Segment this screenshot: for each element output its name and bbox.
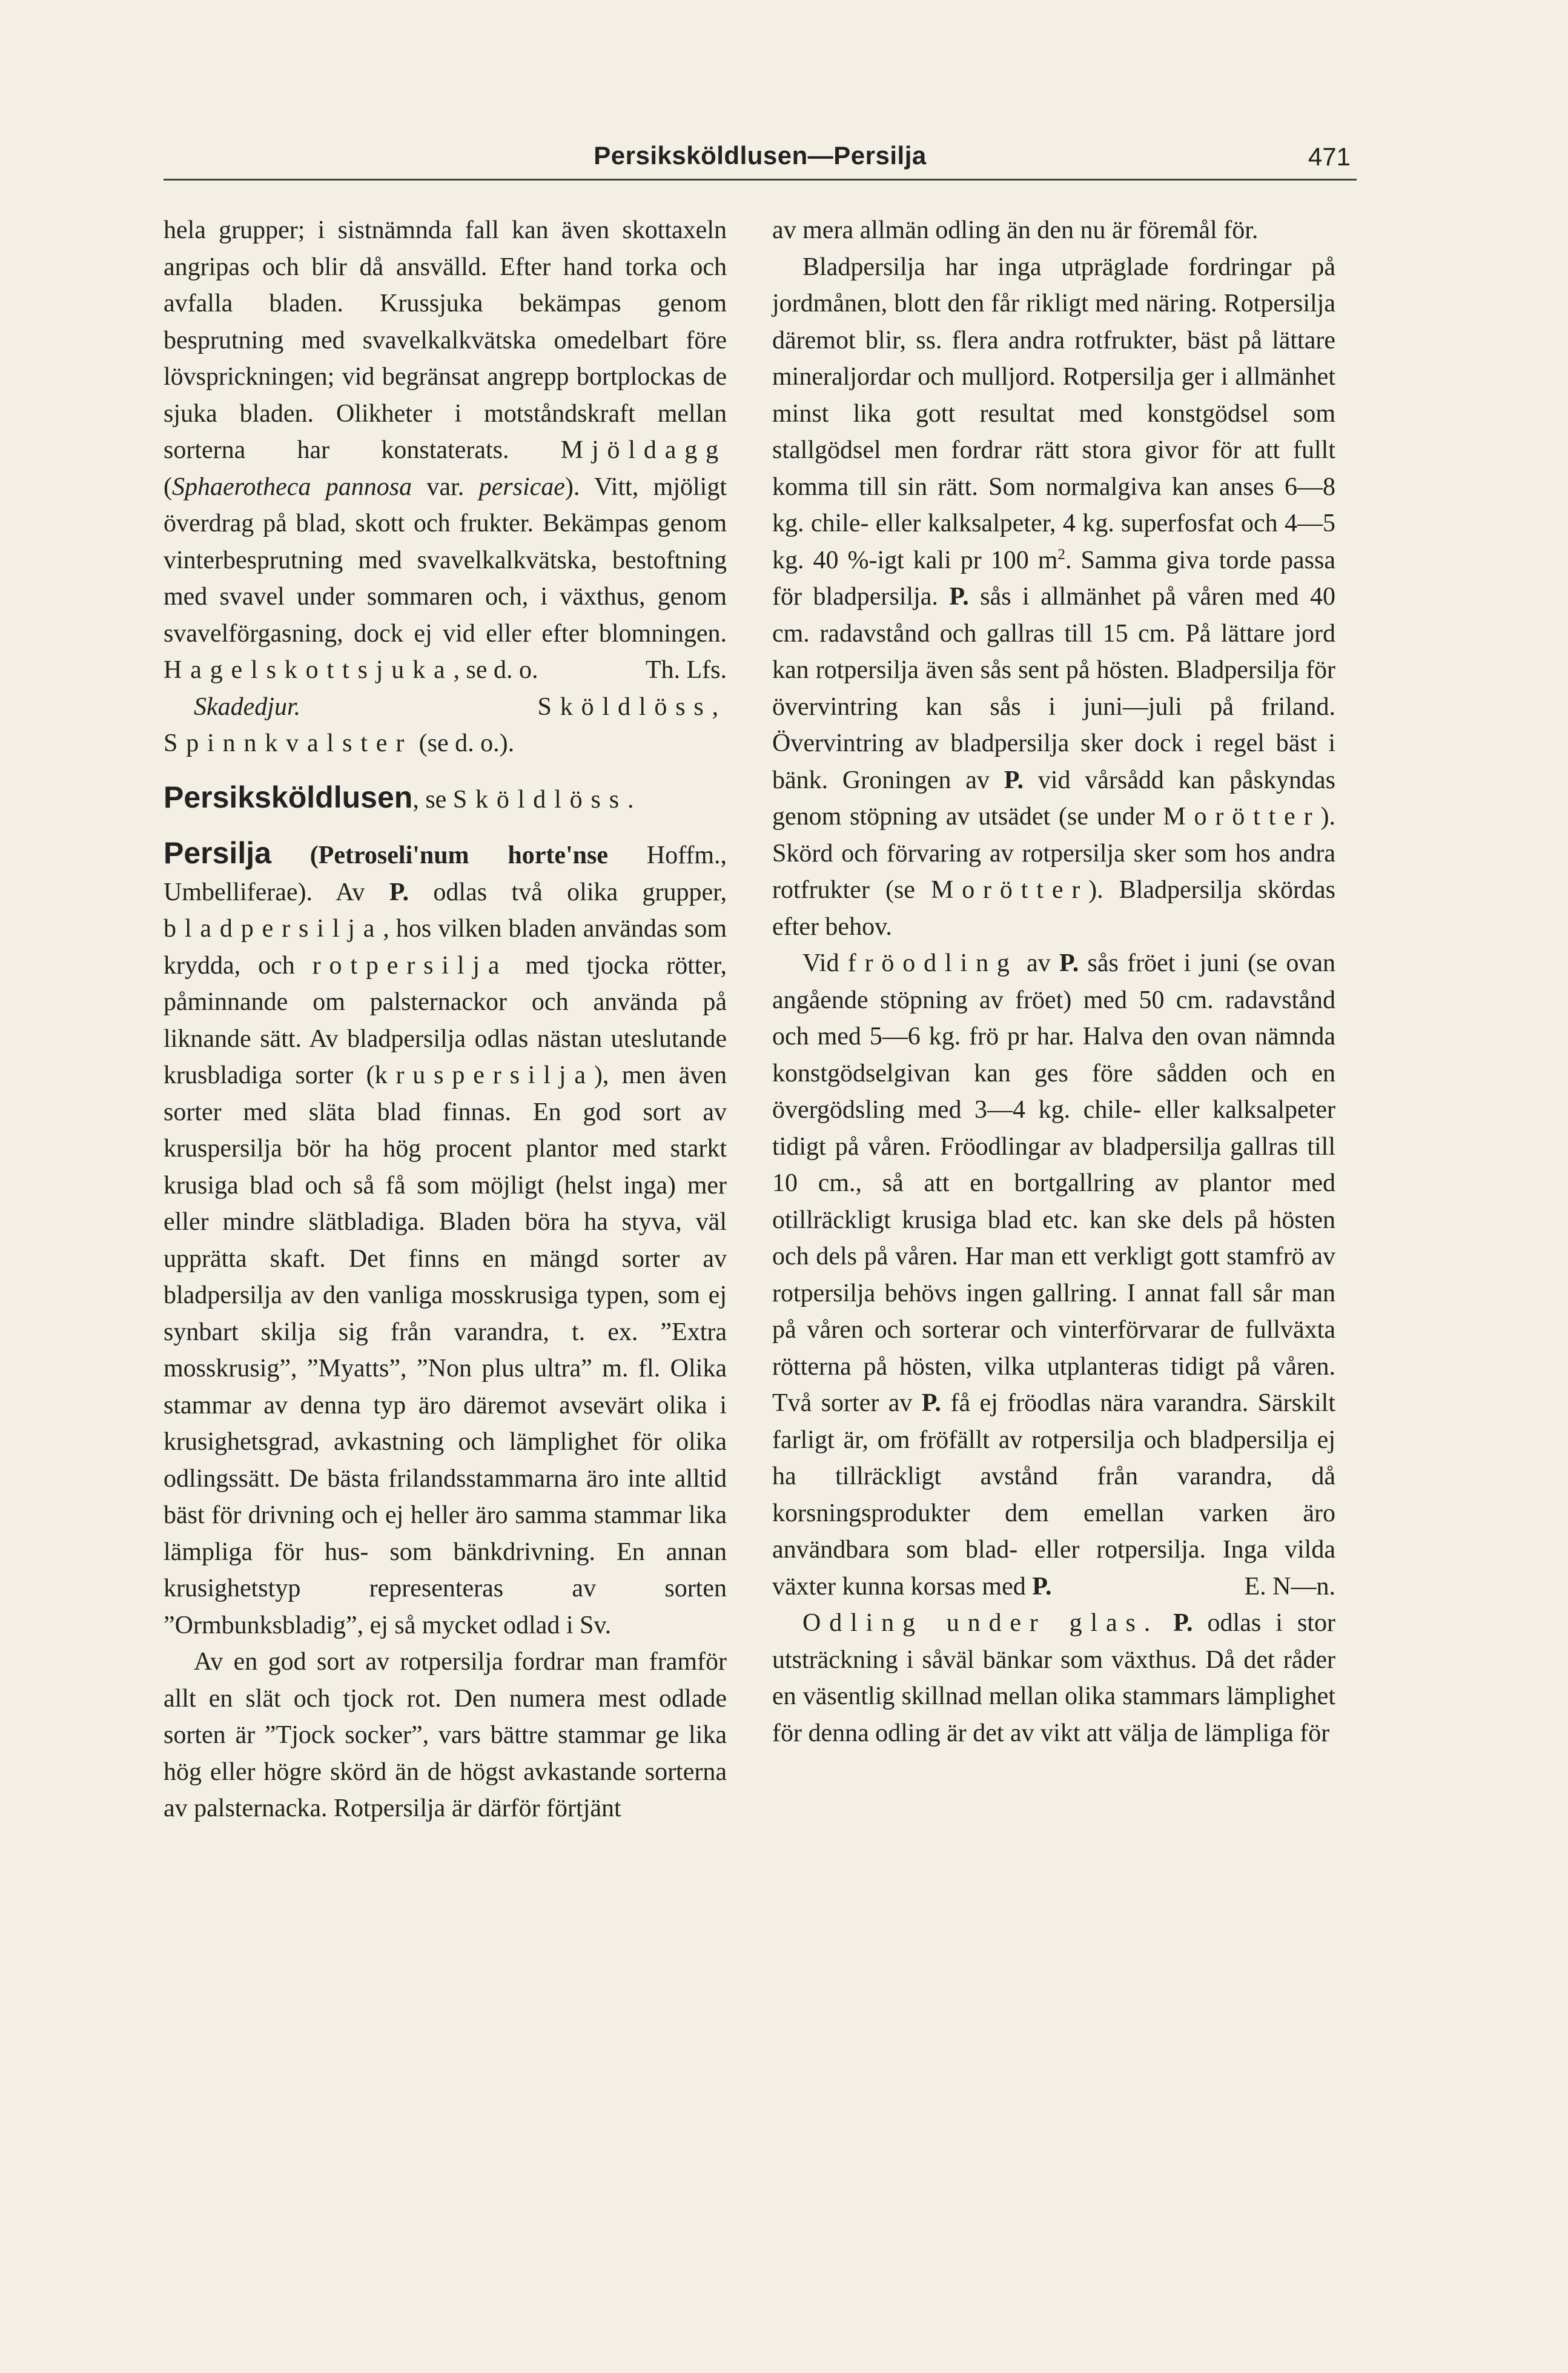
page-header [164,136,1357,181]
cross-reference: Sköldlöss [452,785,627,814]
spaced-term: rotpersilja [312,951,508,980]
entry-title: Persilja [164,836,271,870]
spaced-term: bladpersilja [164,915,383,943]
author-signature: Th. Lfs. [645,656,727,684]
latin-name: (Petroseli'num horte'nse [271,841,608,869]
spaced-term: Mjöldagg [560,436,727,464]
spaced-term: kruspersilja [374,1061,594,1089]
page-number: 471 [1308,142,1351,171]
subheading: Skadedjur. [194,692,301,721]
paragraph: Skadedjur. Sköldlöss, Spinnkvalster (se d. o.). [164,692,727,757]
spaced-term: fröodling [847,949,1018,977]
paragraph: hela grupper; i sistnämnda fall kan även skottaxeln angripas och blir då ansvälld. Efter hand torka och avfalla bladen. Krussjuka bekämpas genom besprutning med svavelkalkvätska omedelbart före lövsprickningen; vid begränsat angrepp bortplockas de sjuka bladen. Olikheter i motståndskraft mellan sorterna har konstaterats. Mjöldagg (Sphaerotheca pannosa var. persicae). Vitt, mjöligt överdrag på blad, skott och frukter. Bekämpas genom vinterbesprutning med svavelkalkvätska, bestoftning med svavel under sommaren och, i växthus, genom svavelförgasning, dock ej vid eller efter blomningen. Hagelskottsjuka, se d. o. Th. Lfs. [164,212,727,689]
paragraph: Vid fröodling av P. sås fröet i juni (se ovan angående stöpning av fröet) med 50 cm. radavstånd och med 5—6 kg. frö pr har. Halva den ovan nämnda konstgödselgivan kan ges före sådden och en övergödsling med 3—4 kg. chile- eller kalksalpeter tidigt på våren. Fröodlingar av bladpersilja gallras till 10 cm., så att en bortgallring av plantor med otillräckligt krusiga blad etc. kan ske dels på hösten och dels på våren. Har man ett verkligt gott stamfrö av rotpersilja behövs ingen gallring. I annat fall sår man på våren och sorterar och vinterförvarar de fullväxta rötterna på hösten, vilka utplanteras tidigt på våren. Två sorter av P. få ej fröodlas nära varandra. Särskilt farligt är, om fröfällt av rotpersilja och bladpersilja ej ha tillräckligt avstånd från varandra, då korsningsprodukter dem emellan varken äro användbara som blad- eller rotpersilja. Inga vilda växter kunna korsas med P. E. N—n. [772,945,1335,1605]
entry: Persilja (Petroseli'num horte'nse Hoffm., Umbelliferae). Av P. odlas två olika grupper, bladpersilja, hos vilken bladen användas som krydda, och rotpersilja med tjocka rötter, påminnande om palsternackor och använda på liknande sätt. Av bladpersilja odlas nästan uteslutande krusbladiga sorter (kruspersilja), men även sorter med släta blad finnas. En god sort av kruspersilja bör ha hög procent plantor med starkt krusiga blad och så få som möjligt (helst inga) mer eller mindre slätbladiga. Bladen böra ha styva, väl upprätta skaft. Det finns en mängd sorter av bladpersilja av den vanliga mosskrusiga typen, som ej synbart skilja sig från varandra, t. ex. ”Extra mosskrusig”, ”Myatts”, ”Non plus ultra” m. fl. Olika stammar av denna typ äro däremot avsevärt olika i krusighetsgrad, avkastning och lämplighet för olika odlingssätt. De bästa frilandsstammarna äro inte alltid bäst för drivning och ej heller äro samma stammar lika lämpliga för hus- som bänkdrivning. En annan krusighetstyp representeras av sorten ”Ormbunksbladig”, ej så mycket odlad i Sv. [164,836,727,1639]
cross-reference: Morötter [930,876,1089,904]
running-title: Persiksköldlusen—Persilja [594,141,927,170]
paragraph: Bladpersilja har inga utpräglade fordringar på jordmånen, blott den får rikligt med näring. Rotpersilja däremot blir, ss. flera andra rotfrukter, bäst på lättare mineraljordar och mulljord. Rotpersilja ger i allmänhet minst lika gott resultat med konstgödsel som stallgödsel men fordrar rätt stora givor för att fullt komma till sin rätt. Som normalgiva kan anses 6—8 kg. chile- eller kalksalpeter, 4 kg. superfosfat och 4—5 kg. 40 %-igt kali pr 100 $m^2$. Samma giva torde passa för bladpersilja. P. sås i allmänhet på våren med 40 cm. radavstånd och gallras till 15 cm. På lättare jord kan rotpersilja även sås sent på hösten. Bladpersilja för övervintring kan sås i juni—juli på friland. Övervintring av bladpersilja sker dock i regel bäst i bänk. Groningen av P. vid vårsådd kan påskyndas genom stöpning av utsädet (se under Morötter). Skörd och förvaring av rotpersilja sker som hos andra rotfrukter (se Morötter). Bladpersilja skördas efter behov. [772,253,1336,941]
paragraph: av mera allmän odling än den nu är föremål för. [772,216,1259,244]
paragraph: Odling under glas. P. odlas i stor utsträckning i såväl bänkar som växthus. Då det råder en väsentlig skillnad mellan olika stammars lämplighet för denna odling är det av vikt att välja de lämpliga för [772,1609,1336,1747]
entry: Persiksköldlusen, se Sköldlöss. [164,780,634,814]
paragraph: Av en god sort av rotpersilja fordrar man framför allt en slät och tjock rot. Den numera mest odlade sorten är ”Tjock socker”, vars bättre stammar ge lika hög eller högre skörd än de högst avkastande sorterna av palsternacka. Rotpersilja är därför förtjänt [164,1648,727,1822]
left-column [164,212,727,1827]
latin-name: Sphaerotheca pannosa [172,473,412,501]
right-column [772,212,1335,1751]
latin-name: persicae [478,473,565,501]
spaced-term: Odling under glas. [802,1609,1159,1637]
entry-title: Persiksköldlusen [164,780,413,814]
author-signature: E. N—n. [1244,1572,1335,1601]
cross-reference: Morötter [1163,803,1321,831]
spaced-term: Sköldlöss, Spinnkvalster [164,692,727,757]
spaced-term: Hagelskottsjuka [164,656,454,684]
